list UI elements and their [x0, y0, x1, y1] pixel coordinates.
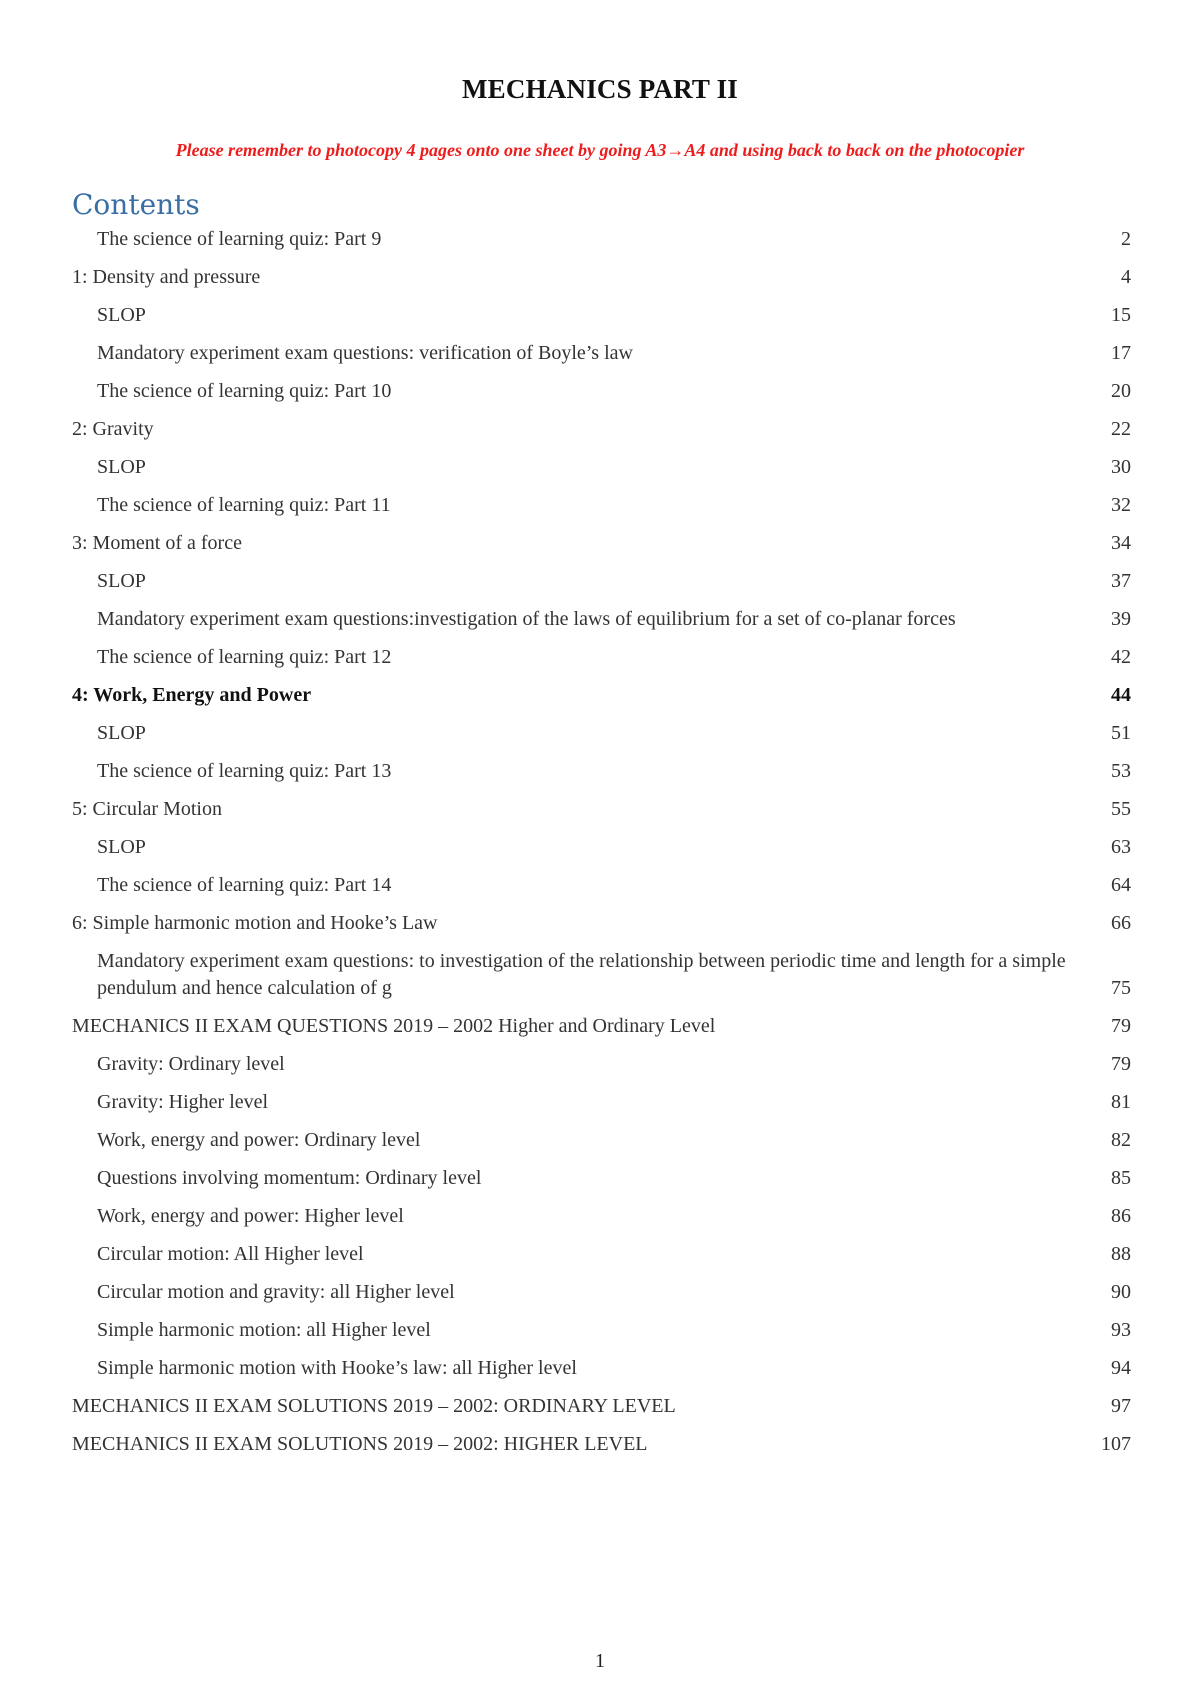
toc-entry-page-number[interactable]: 20 [1111, 380, 1131, 402]
toc-entry[interactable] [72, 416, 1131, 443]
toc-entry[interactable] [72, 226, 1131, 253]
toc-entry[interactable] [72, 720, 1131, 747]
toc-entry-page-number[interactable]: 2 [1121, 228, 1131, 250]
toc-entry[interactable] [72, 796, 1131, 823]
toc-entry-title[interactable]: The science of learning quiz: Part 14 [97, 874, 392, 896]
toc-entry-title[interactable]: 4: Work, Energy and Power [72, 684, 312, 706]
table-of-contents [72, 226, 1131, 1469]
toc-entry[interactable] [72, 1317, 1131, 1344]
toc-entry[interactable] [72, 1203, 1131, 1230]
toc-entry-title[interactable]: The science of learning quiz: Part 12 [97, 646, 392, 668]
toc-entry[interactable] [72, 606, 1131, 633]
toc-entry-title[interactable]: SLOP [97, 304, 146, 326]
toc-entry-page-number[interactable]: 75 [1111, 977, 1131, 999]
toc-entry-title[interactable]: Work, energy and power: Ordinary level [97, 1129, 421, 1151]
toc-entry-title[interactable]: MECHANICS II EXAM SOLUTIONS 2019 – 2002: ORDINARY LEVEL [72, 1395, 676, 1417]
toc-entry[interactable] [72, 872, 1131, 899]
toc-entry-page-number[interactable]: 30 [1111, 456, 1131, 478]
toc-entry-title[interactable]: SLOP [97, 722, 146, 744]
toc-entry-page-number[interactable]: 82 [1111, 1129, 1131, 1151]
toc-entry-page-number[interactable]: 90 [1111, 1281, 1131, 1303]
toc-entry-page-number[interactable]: 86 [1111, 1205, 1131, 1227]
toc-entry-page-number[interactable]: 53 [1111, 760, 1131, 782]
toc-entry-page-number[interactable]: 93 [1111, 1319, 1131, 1341]
toc-entry-page-number[interactable]: 63 [1111, 836, 1131, 858]
toc-entry-title[interactable]: Gravity: Higher level [97, 1091, 269, 1113]
toc-entry[interactable] [72, 644, 1131, 671]
toc-entry-page-number[interactable]: 44 [1111, 684, 1131, 706]
toc-entry[interactable] [72, 834, 1131, 861]
toc-entry-title[interactable]: 1: Density and pressure [72, 266, 261, 288]
toc-entry[interactable] [72, 492, 1131, 519]
toc-entry-title[interactable]: SLOP [97, 836, 146, 858]
toc-entry-page-number[interactable]: 37 [1111, 570, 1131, 592]
page-number: 1 [595, 1650, 605, 1672]
toc-entry-title[interactable]: Simple harmonic motion: all Higher level [97, 1319, 431, 1341]
toc-entry-title[interactable]: 3: Moment of a force [72, 532, 242, 554]
document-title: MECHANICS PART II [462, 74, 738, 104]
toc-entry-title[interactable]: The science of learning quiz: Part 11 [97, 494, 391, 516]
toc-entry[interactable] [72, 910, 1131, 937]
toc-entry-title[interactable]: 5: Circular Motion [72, 798, 222, 820]
toc-entry-page-number[interactable]: 22 [1111, 418, 1131, 440]
toc-entry[interactable] [72, 1051, 1131, 1078]
toc-entry[interactable] [72, 302, 1131, 329]
toc-entry[interactable] [72, 378, 1131, 405]
toc-entry[interactable] [72, 1393, 1131, 1420]
toc-entry-page-number[interactable]: 85 [1111, 1167, 1131, 1189]
toc-entry[interactable] [72, 948, 1131, 1002]
toc-entry[interactable] [72, 530, 1131, 557]
toc-entry-title[interactable]: Circular motion: All Higher level [97, 1243, 364, 1265]
toc-entry-page-number[interactable]: 51 [1111, 722, 1131, 744]
toc-entry-page-number[interactable]: 34 [1111, 532, 1131, 554]
toc-entry-page-number[interactable]: 39 [1111, 608, 1131, 630]
toc-entry-title[interactable]: 2: Gravity [72, 418, 154, 440]
toc-entry[interactable] [72, 1279, 1131, 1306]
toc-entry[interactable] [72, 1241, 1131, 1268]
toc-entry-page-number[interactable]: 17 [1111, 342, 1131, 364]
toc-entry-page-number[interactable]: 55 [1111, 798, 1131, 820]
toc-entry-page-number[interactable]: 97 [1111, 1395, 1131, 1417]
toc-entry-title[interactable]: Gravity: Ordinary level [97, 1053, 285, 1075]
toc-entry-title[interactable]: MECHANICS II EXAM QUESTIONS 2019 – 2002 Higher and Ordinary Level [72, 1015, 716, 1037]
toc-entry-page-number[interactable]: 88 [1111, 1243, 1131, 1265]
toc-entry-title[interactable]: Questions involving momentum: Ordinary level [97, 1167, 482, 1189]
toc-entry-page-number[interactable]: 94 [1111, 1357, 1131, 1379]
toc-entry[interactable] [72, 264, 1131, 291]
toc-entry-page-number[interactable]: 64 [1111, 874, 1131, 896]
toc-entry[interactable] [72, 1089, 1131, 1116]
toc-entry-page-number[interactable]: 42 [1111, 646, 1131, 668]
toc-entry-title[interactable]: Mandatory experiment exam questions: to investigation of the relationship between periodic time and length for a simple pendulum and hence calculation of g [97, 950, 1066, 999]
toc-entry[interactable] [72, 682, 1131, 709]
toc-entry-page-number[interactable]: 32 [1111, 494, 1131, 516]
toc-entry-title[interactable]: The science of learning quiz: Part 10 [97, 380, 392, 402]
toc-entry-title[interactable]: The science of learning quiz: Part 13 [97, 760, 392, 782]
toc-entry[interactable] [72, 1431, 1131, 1458]
toc-entry-title[interactable]: SLOP [97, 570, 146, 592]
toc-entry-page-number[interactable]: 79 [1111, 1053, 1131, 1075]
toc-entry[interactable] [72, 1013, 1131, 1040]
photocopy-notice: Please remember to photocopy 4 pages onto one sheet by going A3→A4 and using back to back on the photocopier [175, 140, 1025, 160]
toc-entry[interactable] [72, 758, 1131, 785]
toc-entry[interactable] [72, 568, 1131, 595]
toc-entry-page-number[interactable]: 107 [1101, 1433, 1131, 1455]
toc-entry-page-number[interactable]: 81 [1111, 1091, 1131, 1113]
toc-entry-page-number[interactable]: 66 [1111, 912, 1131, 934]
toc-entry-title[interactable]: Circular motion and gravity: all Higher level [97, 1281, 455, 1303]
toc-entry-title[interactable]: MECHANICS II EXAM SOLUTIONS 2019 – 2002: HIGHER LEVEL [72, 1433, 648, 1455]
toc-entry-title[interactable]: Mandatory experiment exam questions: verification of Boyle’s law [97, 342, 633, 364]
contents-heading: Contents [72, 188, 200, 221]
toc-entry-title[interactable]: SLOP [97, 456, 146, 478]
toc-entry[interactable] [72, 454, 1131, 481]
toc-entry[interactable] [72, 1165, 1131, 1192]
toc-entry-page-number[interactable]: 4 [1121, 266, 1131, 288]
toc-entry-title[interactable]: Work, energy and power: Higher level [97, 1205, 404, 1227]
toc-entry[interactable] [72, 1355, 1131, 1382]
toc-entry[interactable] [72, 340, 1131, 367]
toc-entry-page-number[interactable]: 79 [1111, 1015, 1131, 1037]
toc-entry[interactable] [72, 1127, 1131, 1154]
toc-entry-title[interactable]: Simple harmonic motion with Hooke’s law: all Higher level [97, 1357, 577, 1379]
toc-entry-title[interactable]: 6: Simple harmonic motion and Hooke’s Law [72, 912, 438, 934]
toc-entry-page-number[interactable]: 15 [1111, 304, 1131, 326]
toc-entry-title[interactable]: Mandatory experiment exam questions:investigation of the laws of equilibrium for a set of co-planar forces [97, 608, 956, 630]
toc-entry-title[interactable]: The science of learning quiz: Part 9 [97, 228, 382, 250]
